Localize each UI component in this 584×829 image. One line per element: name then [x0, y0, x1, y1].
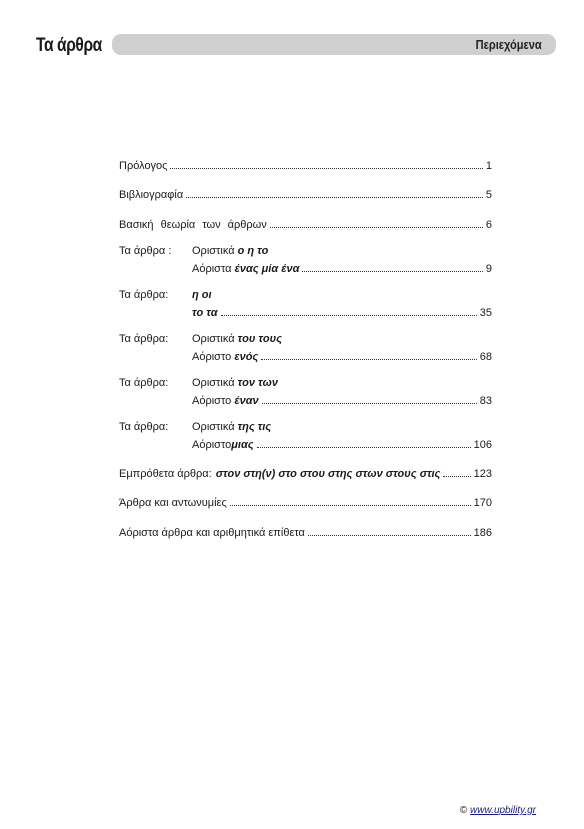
toc-entry-accusative[interactable] — [119, 377, 492, 407]
toc-page: 68 — [479, 351, 492, 363]
toc-entry-genitive[interactable] — [119, 333, 492, 363]
dot-leader — [221, 314, 477, 316]
toc-label: Τα άρθρα: — [119, 289, 169, 301]
header-bar — [112, 34, 556, 55]
toc-entry-pronouns[interactable] — [119, 494, 492, 509]
toc-entry-plural[interactable] — [119, 289, 492, 319]
toc-page: 5 — [485, 189, 492, 201]
toc-subline-1: Οριστικά ο η το — [192, 245, 269, 257]
toc-page: 186 — [473, 527, 492, 539]
dot-leader — [443, 475, 470, 477]
toc-label: Τα άρθρα: — [119, 333, 169, 345]
toc-subline-1: η οι — [192, 289, 212, 301]
dot-leader — [257, 446, 471, 448]
toc-entry-feminine[interactable] — [119, 421, 492, 451]
toc-label: Τα άρθρα: — [119, 421, 169, 433]
toc-page: 1 — [485, 160, 492, 172]
dot-leader — [261, 358, 476, 360]
toc-page: 123 — [473, 468, 492, 480]
toc-entry-definite-indefinite-1[interactable] — [119, 245, 492, 275]
toc-label: Εμπρόθετα άρθρα: — [119, 468, 212, 480]
toc-page: 106 — [473, 439, 492, 451]
toc-entry-numerals[interactable] — [119, 524, 492, 539]
book-title: Τα άρθρα — [36, 35, 102, 56]
toc-page: 9 — [485, 263, 492, 275]
toc-subline-2: Αόριστομιας — [192, 439, 254, 451]
page-header — [0, 30, 584, 60]
toc-bold-text: στον στη(ν) στο στου στης στων στους στις — [215, 468, 441, 480]
toc-page: 35 — [479, 307, 492, 319]
page-footer — [460, 805, 536, 816]
dot-leader — [262, 402, 477, 404]
website-link[interactable]: www.upbility.gr — [470, 805, 536, 816]
toc-page: 6 — [485, 219, 492, 231]
toc-entry-prologue[interactable] — [119, 157, 492, 172]
toc-entry-prepositional[interactable] — [119, 465, 492, 480]
dot-leader — [170, 167, 482, 169]
toc-label: Βασική θεωρία των άρθρων — [119, 219, 267, 231]
toc-label: Τα άρθρα: — [119, 377, 169, 389]
toc-page: 83 — [479, 395, 492, 407]
toc-subline-1: Οριστικά τον των — [192, 377, 278, 389]
toc-entry-basic-theory[interactable] — [119, 216, 492, 231]
toc-subline-2: το τα — [192, 307, 218, 319]
dot-leader — [270, 226, 483, 228]
toc-subline-1: Οριστικά της τις — [192, 421, 272, 433]
toc-page: 170 — [473, 497, 492, 509]
toc-subline-2: Αόριστο ενός — [192, 351, 259, 363]
toc-label: Πρόλογος — [119, 160, 168, 172]
toc-subline-2: Αόριστα ένας μία ένα — [192, 263, 300, 275]
dot-leader — [308, 534, 471, 536]
dot-leader — [302, 270, 482, 272]
toc-label: Άρθρα και αντωνυμίες — [119, 497, 227, 509]
toc-entry-bibliography[interactable] — [119, 186, 492, 201]
section-title: Περιεχόμενα — [475, 37, 542, 52]
toc-label: Τα άρθρα : — [119, 245, 172, 257]
toc-subline-1: Οριστικά του τους — [192, 333, 282, 345]
toc-label: Αόριστα άρθρα και αριθμητικά επίθετα — [119, 527, 305, 539]
dot-leader — [230, 504, 471, 506]
toc-label: Βιβλιογραφία — [119, 189, 184, 201]
dot-leader — [186, 196, 483, 198]
toc-subline-2: Αόριστο έναν — [192, 395, 259, 407]
copyright-symbol: © — [459, 805, 468, 816]
